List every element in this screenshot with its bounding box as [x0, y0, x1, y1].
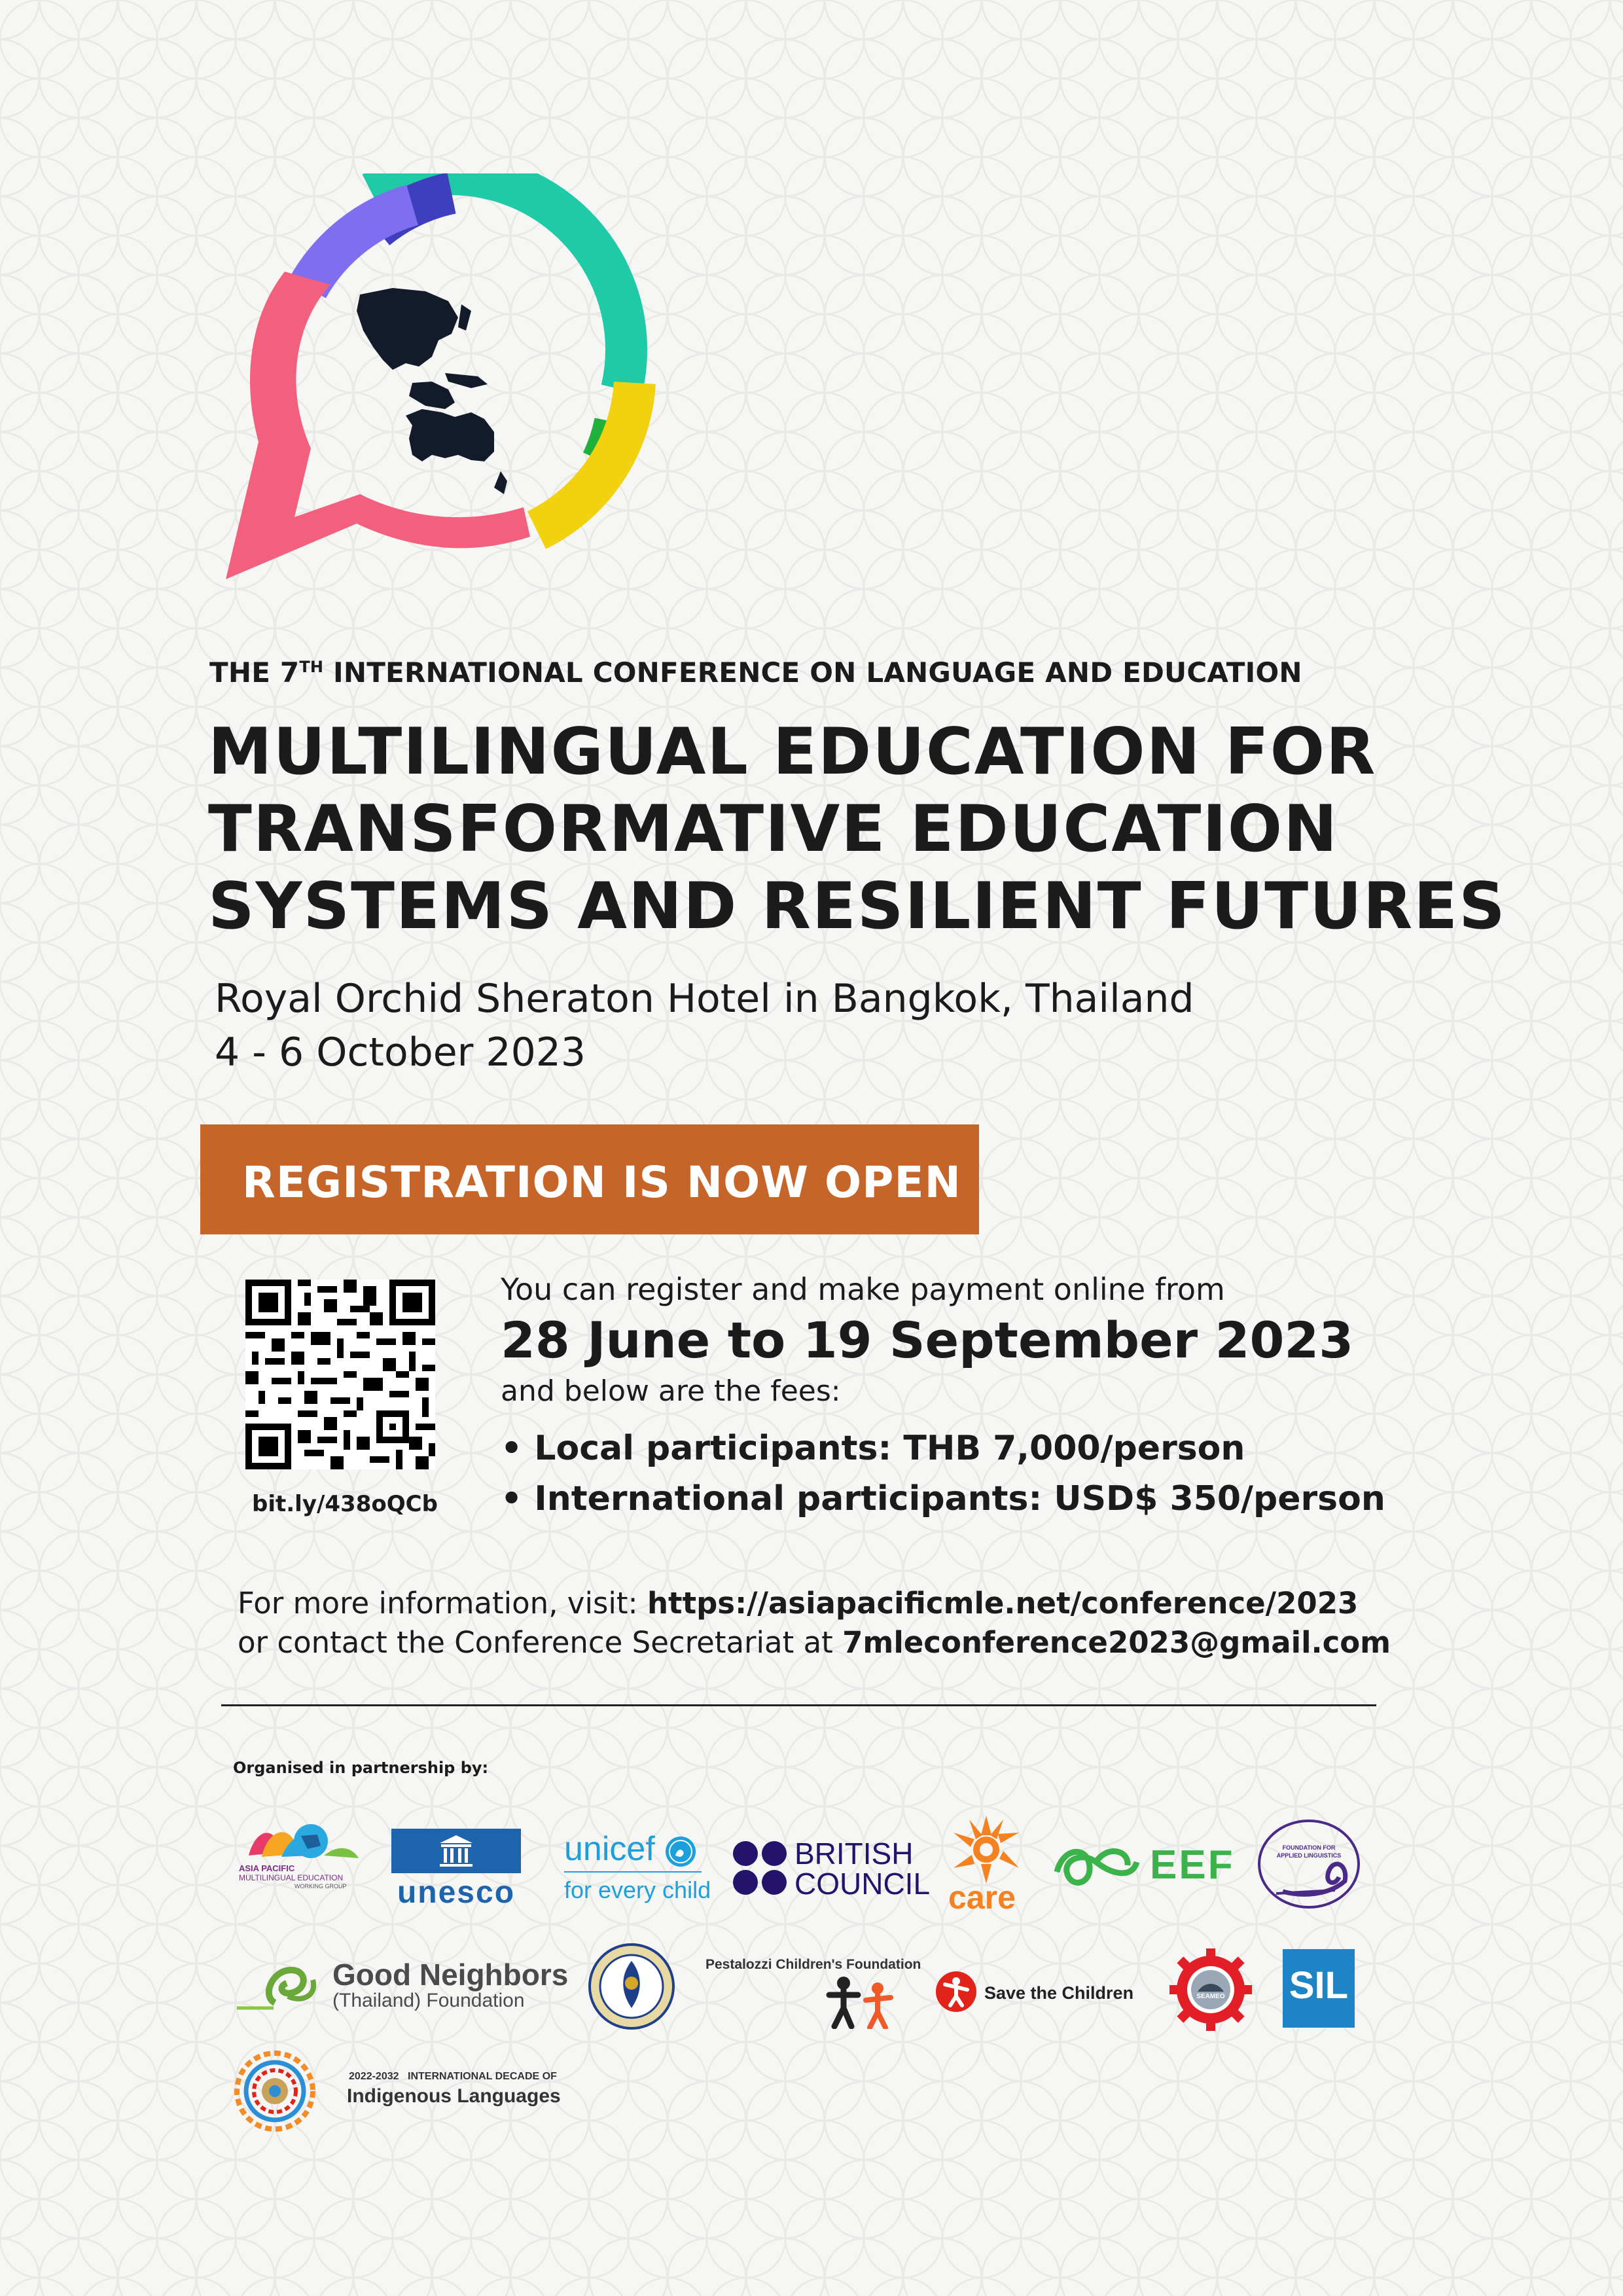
venue-block [215, 972, 1194, 1079]
partners-label: Organised in partnership by: [233, 1759, 489, 1777]
eyebrow-pre: THE 7 [209, 656, 300, 689]
pestalozzi-logo [705, 1957, 928, 2029]
conference-dates: 4 - 6 October 2023 [215, 1030, 586, 1075]
pestalozzi-text: Pestalozzi Children's Foundation [705, 1957, 921, 1972]
fees-intro: and below are the fees: [501, 1374, 841, 1408]
title-line: MULTILINGUAL EDUCATION FOR [208, 715, 1377, 789]
lotus-globe-icon [236, 1816, 360, 1862]
registration-banner-label: REGISTRATION IS NOW OPEN [242, 1157, 961, 1208]
care-wordmark: care [948, 1879, 1016, 1916]
unicef-globe-icon [664, 1835, 698, 1869]
contact-info [238, 1584, 1391, 1662]
idil-years: 2022-2032 [349, 2071, 399, 2082]
eef-wordmark: EEF [1150, 1842, 1235, 1888]
unicef-logo [564, 1829, 711, 1911]
visit-line [238, 1584, 1391, 1623]
save-the-children-logo [935, 1970, 1157, 2016]
eef-logo [1050, 1833, 1240, 1898]
secretariat-email-link[interactable]: 7mleconference2023@gmail.com [842, 1625, 1391, 1660]
fee-item-international: • International participants: USD$ 350/person [501, 1479, 1385, 1518]
idil-emblem-icon [232, 2049, 317, 2134]
unesco-logo [391, 1829, 521, 1910]
seameo-logo [1168, 1947, 1253, 2032]
qr-short-link[interactable]: bit.ly/438oQCb [252, 1491, 438, 1517]
care-hands-icon [946, 1813, 1031, 1885]
mle-line1: ASIA PACIFIC [239, 1863, 295, 1873]
unicef-rule [564, 1871, 702, 1873]
faal-line2: APPLIED LINGUISTICS [1276, 1852, 1342, 1859]
idil-logo [232, 2049, 561, 2137]
conference-url-link[interactable]: https://asiapacificmle.net/conference/2023 [647, 1586, 1359, 1621]
mahidol-university-seal-icon [588, 1943, 676, 2031]
good-neighbors-line2: (Thailand) Foundation [332, 1990, 525, 2011]
fee-item-local: • Local participants: THB 7,000/person [501, 1429, 1245, 1468]
children-figures-icon [820, 1975, 905, 2029]
british-council-logo [732, 1836, 931, 1901]
title-line: SYSTEMS AND RESILIENT FUTURES [208, 869, 1507, 944]
faal-emblem-icon [1257, 1818, 1361, 1910]
good-neighbors-line1: Good Neighbors [332, 1958, 569, 1992]
mle-line2: MULTILINGUAL EDUCATION [239, 1873, 344, 1882]
idil-line1: INTERNATIONAL DECADE OF [408, 2071, 557, 2082]
unesco-emblem [391, 1829, 521, 1873]
sil-logo [1283, 1949, 1355, 2028]
conference-edition-heading [209, 656, 1302, 689]
asia-pacific-mle-logo [236, 1816, 360, 1892]
british-council-dots-icon [732, 1839, 791, 1898]
good-neighbors-icon [236, 1957, 327, 2016]
eyebrow-superscript: TH [299, 658, 324, 676]
good-neighbors-logo [236, 1957, 576, 2016]
registration-qr-code[interactable] [245, 1280, 435, 1469]
british-council-line2: COUNCIL [794, 1867, 931, 1901]
fee-item-label: Local participants: THB 7,000/person [534, 1429, 1245, 1468]
sil-wordmark: SIL [1289, 1964, 1349, 2007]
title-line: TRANSFORMATIVE EDUCATION [208, 792, 1339, 867]
unesco-wordmark: unesco [397, 1875, 516, 1910]
registration-intro: You can register and make payment online from [501, 1272, 1225, 1307]
mle-line3: WORKING GROUP [294, 1883, 347, 1890]
temple-icon [391, 1829, 521, 1873]
conference-logo [196, 173, 694, 592]
fee-item-label: International participants: USD$ 350/person [534, 1479, 1385, 1518]
registration-window: 28 June to 19 September 2023 [501, 1311, 1354, 1369]
faal-logo [1257, 1818, 1361, 1910]
visit-prefix: For more information, visit: [238, 1586, 638, 1621]
eef-swirl-icon [1050, 1833, 1142, 1898]
unicef-tagline: for every child [564, 1876, 711, 1903]
save-the-children-wordmark: Save the Children [984, 1983, 1134, 2003]
british-council-line1: BRITISH [794, 1837, 914, 1871]
care-logo [946, 1813, 1031, 1918]
seameo-wordmark: SEAMEO [1196, 1993, 1225, 2000]
secretariat-prefix: or contact the Conference Secretariat at [238, 1625, 833, 1660]
venue-text: Royal Orchid Sheraton Hotel in Bangkok, Thailand [215, 976, 1194, 1022]
seameo-gear-icon [1168, 1947, 1253, 2032]
secretariat-line [238, 1623, 1391, 1662]
divider [221, 1704, 1376, 1706]
faal-line1: FOUNDATION FOR [1282, 1844, 1336, 1851]
save-the-children-icon [935, 1970, 978, 2013]
conference-title [208, 713, 1507, 945]
eyebrow-post: INTERNATIONAL CONFERENCE ON LANGUAGE AND EDUCATION [323, 656, 1302, 689]
unicef-wordmark: unicef [564, 1830, 655, 1868]
idil-line2: Indigenous Languages [347, 2085, 561, 2107]
